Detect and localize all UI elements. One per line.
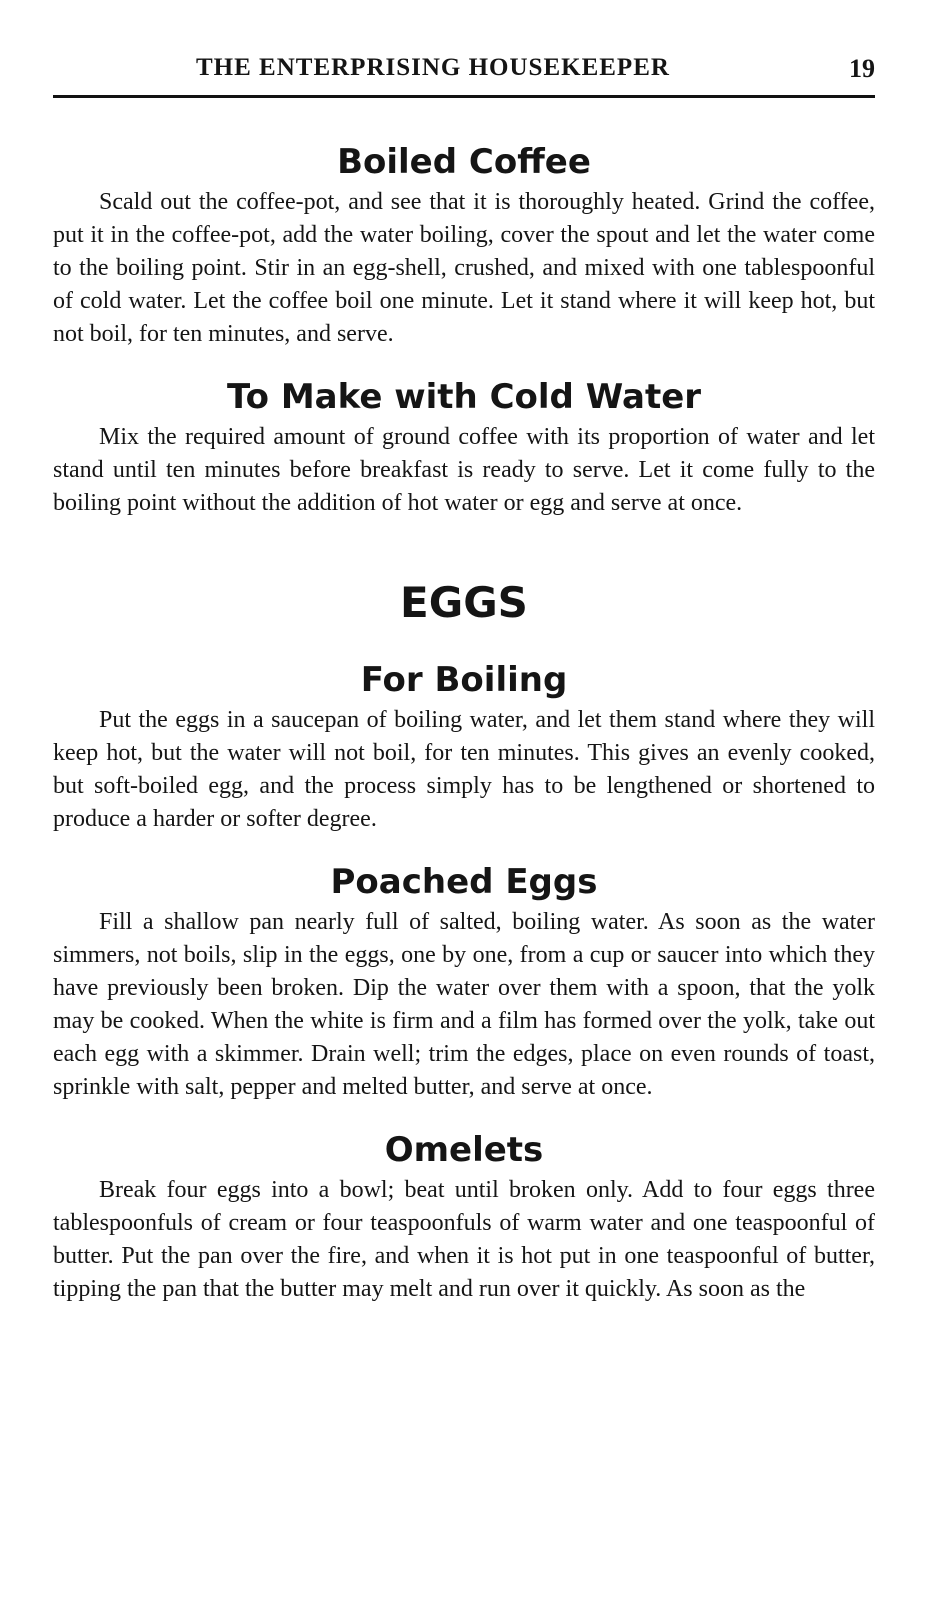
- running-header: [53, 52, 875, 86]
- recipe-text-boiled-coffee: Scald out the coffee-pot, and see that it is thoroughly heated. Grind the coffee, put it in the coffee-pot, add the water boiling, cover the spout and let the water come to the boiling point. Stir in an egg-shell, crushed, and mixed with one tablespoonful of cold water. Let the coffee boil one minute. Let it stand where it will keep hot, but not boil, for ten minutes, and serve.: [53, 189, 875, 347]
- page-content: [53, 142, 875, 1306]
- recipe-title-boiled-coffee: Boiled Coffee: [337, 142, 591, 182]
- recipe-text-poached-eggs: Fill a shallow pan nearly full of salted, boiling water. As soon as the water simmers, not boils, slip in the eggs, one by one, from a cup or saucer into which they have previously been broken. Dip the water over them with a spoon, that the yolk may be cooked. When the white is firm and a film has formed over the yolk, take out each egg with a skimmer. Drain well; trim the edges, place on even rounds of toast, sprinkle with salt, pepper and melted butter, and serve at once.: [53, 909, 875, 1100]
- recipe-title-cold-water: To Make with Cold Water: [226, 377, 702, 417]
- recipe-text-omelets: Break four eggs into a bowl; beat until broken only. Add to four eggs three tablespoonfuls of cream or four teaspoonfuls of warm water and one teaspoonful of butter. Put the pan over the fire, and when it is hot put in one teaspoonful of butter, tipping the pan that the butter may melt and run over it quickly. As soon as the: [53, 1177, 875, 1302]
- recipe-text-cold-water: Mix the required amount of ground coffee with its proportion of water and let stand until ten minutes before breakfast is ready to serve. Let it come fully to the boiling point without the addition of hot water or egg and serve at once.: [53, 424, 875, 516]
- section-title-eggs: EGGS: [400, 578, 528, 627]
- recipe-title-poached-eggs: Poached Eggs: [330, 862, 598, 902]
- page-number: 19: [849, 54, 875, 83]
- book-title: THE ENTERPRISING HOUSEKEEPER: [196, 54, 670, 81]
- recipe-title-omelets: Omelets: [384, 1130, 544, 1170]
- header-rule: [53, 95, 875, 98]
- recipe-text-for-boiling: Put the eggs in a saucepan of boiling water, and let them stand where they will keep hot, but the water will not boil, for ten minutes. This gives an evenly cooked, but soft-boiled egg, and the process simply has to be lengthened or shortened to produce a harder or softer degree.: [53, 707, 875, 832]
- recipe-title-for-boiling: For Boiling: [360, 660, 568, 700]
